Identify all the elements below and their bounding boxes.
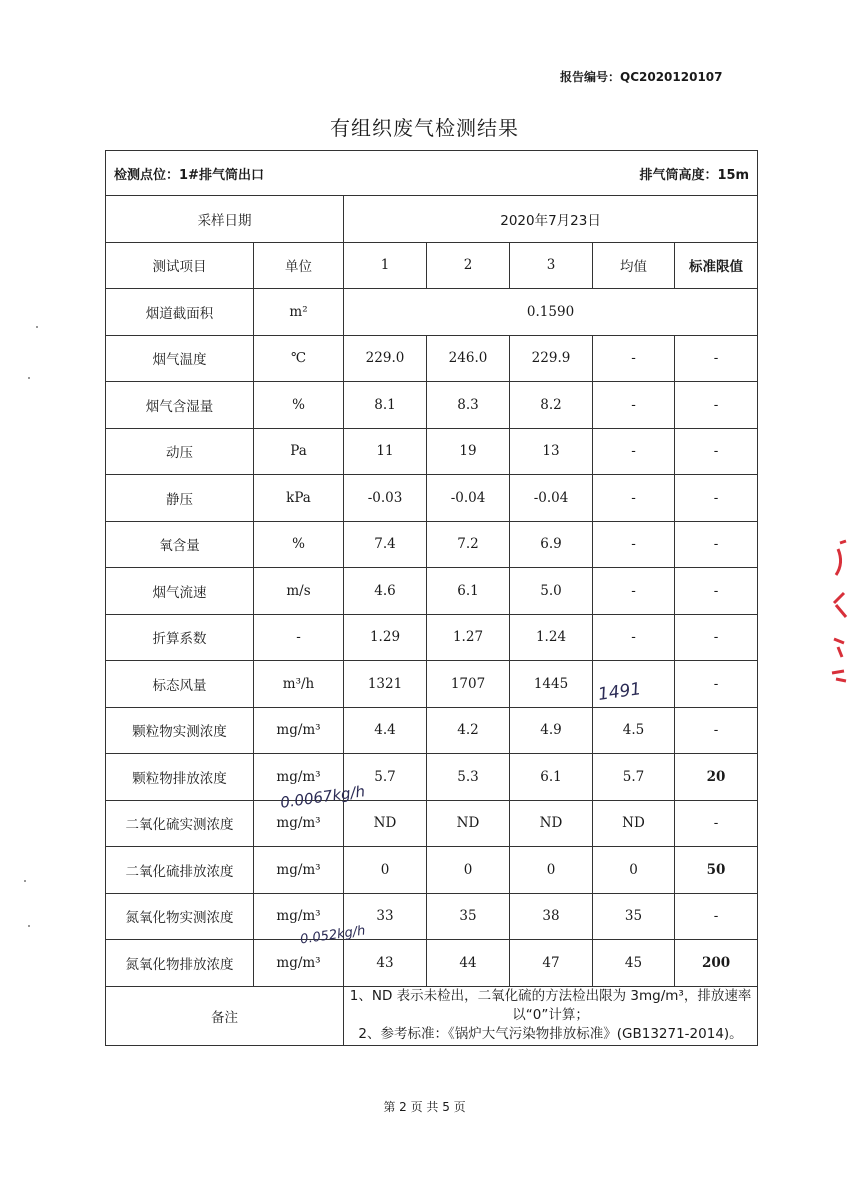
value-2: 5.3 xyxy=(427,754,510,801)
table-row xyxy=(106,940,758,987)
table-row xyxy=(106,893,758,940)
item-name: 动压 xyxy=(106,428,254,475)
value-2: 19 xyxy=(427,428,510,475)
value-1: 8.1 xyxy=(344,382,427,429)
notes-text xyxy=(344,986,758,1045)
item-unit: % xyxy=(254,382,344,429)
table-row xyxy=(106,428,758,475)
value-limit: - xyxy=(675,428,758,475)
value-3: 4.9 xyxy=(510,707,593,754)
scan-speck xyxy=(28,925,30,927)
value-1: -0.03 xyxy=(344,475,427,522)
value-limit: - xyxy=(675,382,758,429)
item-name: 颗粒物排放浓度 xyxy=(106,754,254,801)
value-3: 229.9 xyxy=(510,335,593,382)
value-3: 1.24 xyxy=(510,614,593,661)
value-3: 0 xyxy=(510,847,593,894)
value-2: 1707 xyxy=(427,661,510,708)
notes-row xyxy=(106,986,758,1045)
value-average: - xyxy=(593,614,675,661)
item-name: 氮氧化物实测浓度 xyxy=(106,893,254,940)
item-unit: ℃ xyxy=(254,335,344,382)
value-limit: - xyxy=(675,475,758,522)
item-unit: % xyxy=(254,521,344,568)
value-2: 6.1 xyxy=(427,568,510,615)
item-name: 氮氧化物排放浓度 xyxy=(106,940,254,987)
monitoring-location: 检测点位：1#排气筒出口 xyxy=(114,167,264,183)
value-average: 0 xyxy=(593,847,675,894)
value-average: - xyxy=(593,475,675,522)
value-limit: - xyxy=(675,521,758,568)
header-sample-3: 3 xyxy=(510,242,593,289)
page-number: 第 2 页 共 5 页 xyxy=(383,1100,466,1114)
value-average: - xyxy=(593,568,675,615)
value-average: 5.7 xyxy=(593,754,675,801)
value-2: 8.3 xyxy=(427,382,510,429)
value-average: - xyxy=(593,428,675,475)
value-1: 11 xyxy=(344,428,427,475)
table-row xyxy=(106,335,758,382)
item-name: 二氧化硫排放浓度 xyxy=(106,847,254,894)
value-3: 6.1 xyxy=(510,754,593,801)
value-average: - xyxy=(593,382,675,429)
value-limit: - xyxy=(675,335,758,382)
value-2: 1.27 xyxy=(427,614,510,661)
sampling-date-value: 2020年7月23日 xyxy=(344,196,758,243)
value-2: 44 xyxy=(427,940,510,987)
table-row xyxy=(106,614,758,661)
table-row xyxy=(106,661,758,708)
item-unit: - xyxy=(254,614,344,661)
note-2: 2、参考标准：《锅炉大气污染物排放标准》(GB13271-2014)。 xyxy=(358,1026,743,1042)
location-row xyxy=(106,151,758,196)
emission-results-table xyxy=(105,150,758,1046)
table-row xyxy=(106,707,758,754)
red-seal-fragment xyxy=(826,535,849,685)
item-name: 烟气含湿量 xyxy=(106,382,254,429)
value-1: 1.29 xyxy=(344,614,427,661)
table-row xyxy=(106,382,758,429)
value-limit: - xyxy=(675,893,758,940)
table-row xyxy=(106,800,758,847)
value-1: 4.6 xyxy=(344,568,427,615)
item-name: 氧含量 xyxy=(106,521,254,568)
value-3: 6.9 xyxy=(510,521,593,568)
value-limit: - xyxy=(675,568,758,615)
value-3: 5.0 xyxy=(510,568,593,615)
value-limit: - xyxy=(675,800,758,847)
header-row xyxy=(106,242,758,289)
area-value: 0.1590 xyxy=(344,289,758,336)
stack-height: 排气筒高度：15m xyxy=(639,167,750,183)
value-2: 35 xyxy=(427,893,510,940)
value-1: ND xyxy=(344,800,427,847)
value-3: ND xyxy=(510,800,593,847)
header-unit: 单位 xyxy=(254,242,344,289)
value-2: 246.0 xyxy=(427,335,510,382)
page-title: 有组织废气检测结果 xyxy=(330,116,519,140)
item-name: 烟气流速 xyxy=(106,568,254,615)
value-2: 7.2 xyxy=(427,521,510,568)
item-unit: m/s xyxy=(254,568,344,615)
value-3: 8.2 xyxy=(510,382,593,429)
value-limit: 200 xyxy=(675,940,758,987)
item-name: 静压 xyxy=(106,475,254,522)
value-1: 1321 xyxy=(344,661,427,708)
value-2: -0.04 xyxy=(427,475,510,522)
value-3: 13 xyxy=(510,428,593,475)
item-name: 折算系数 xyxy=(106,614,254,661)
value-2: 0 xyxy=(427,847,510,894)
value-average: 4.5 xyxy=(593,707,675,754)
value-2: ND xyxy=(427,800,510,847)
item-unit: mg/m³ xyxy=(254,940,344,987)
value-2: 4.2 xyxy=(427,707,510,754)
scan-speck xyxy=(28,377,30,379)
value-1: 5.7 xyxy=(344,754,427,801)
value-1: 229.0 xyxy=(344,335,427,382)
item-unit: Pa xyxy=(254,428,344,475)
header-item: 测试项目 xyxy=(106,242,254,289)
note-1: 1、ND 表示未检出，二氧化硫的方法检出限为 3mg/m³，排放速率以“0”计算； xyxy=(349,988,752,1023)
handwritten-flow-average: 1491 xyxy=(596,679,643,705)
value-limit: - xyxy=(675,614,758,661)
handwritten-particulate-rate: 0.0067kg/h xyxy=(279,782,367,812)
item-name: 颗粒物实测浓度 xyxy=(106,707,254,754)
table-row xyxy=(106,847,758,894)
sampling-date-label: 采样日期 xyxy=(106,196,344,243)
item-unit: mg/m³ xyxy=(254,800,344,847)
item-name: 烟道截面积 xyxy=(106,289,254,336)
value-3: 38 xyxy=(510,893,593,940)
item-unit: mg/m³ xyxy=(254,893,344,940)
item-unit: m² xyxy=(254,289,344,336)
value-1: 4.4 xyxy=(344,707,427,754)
table-row xyxy=(106,475,758,522)
value-average: - xyxy=(593,335,675,382)
value-limit: 20 xyxy=(675,754,758,801)
value-average: 35 xyxy=(593,893,675,940)
value-3: 47 xyxy=(510,940,593,987)
value-limit: - xyxy=(675,661,758,708)
item-unit: mg/m³ xyxy=(254,847,344,894)
scan-speck xyxy=(36,326,38,328)
table-row xyxy=(106,289,758,336)
table-row xyxy=(106,521,758,568)
value-1: 33 xyxy=(344,893,427,940)
scan-speck xyxy=(24,880,26,882)
item-unit: kPa xyxy=(254,475,344,522)
item-name: 二氧化硫实测浓度 xyxy=(106,800,254,847)
sampling-date-row xyxy=(106,196,758,243)
value-limit: - xyxy=(675,707,758,754)
value-3: -0.04 xyxy=(510,475,593,522)
report-number: 报告编号：QC2020120107 xyxy=(560,70,723,84)
value-1: 7.4 xyxy=(344,521,427,568)
item-unit: mg/m³ xyxy=(254,707,344,754)
table-row xyxy=(106,754,758,801)
value-1: 0 xyxy=(344,847,427,894)
value-1: 43 xyxy=(344,940,427,987)
table-row xyxy=(106,568,758,615)
handwritten-nox-rate: 0.052kg/h xyxy=(299,923,367,948)
value-average: 45 xyxy=(593,940,675,987)
value-average: ND xyxy=(593,800,675,847)
value-3: 1445 xyxy=(510,661,593,708)
notes-label: 备注 xyxy=(106,986,344,1045)
value-limit: 50 xyxy=(675,847,758,894)
item-name: 烟气温度 xyxy=(106,335,254,382)
item-name: 标态风量 xyxy=(106,661,254,708)
item-unit: m³/h xyxy=(254,661,344,708)
header-sample-2: 2 xyxy=(427,242,510,289)
item-unit: mg/m³ xyxy=(254,754,344,801)
header-average: 均值 xyxy=(593,242,675,289)
header-sample-1: 1 xyxy=(344,242,427,289)
value-average: - xyxy=(593,521,675,568)
header-limit: 标准限值 xyxy=(675,242,758,289)
